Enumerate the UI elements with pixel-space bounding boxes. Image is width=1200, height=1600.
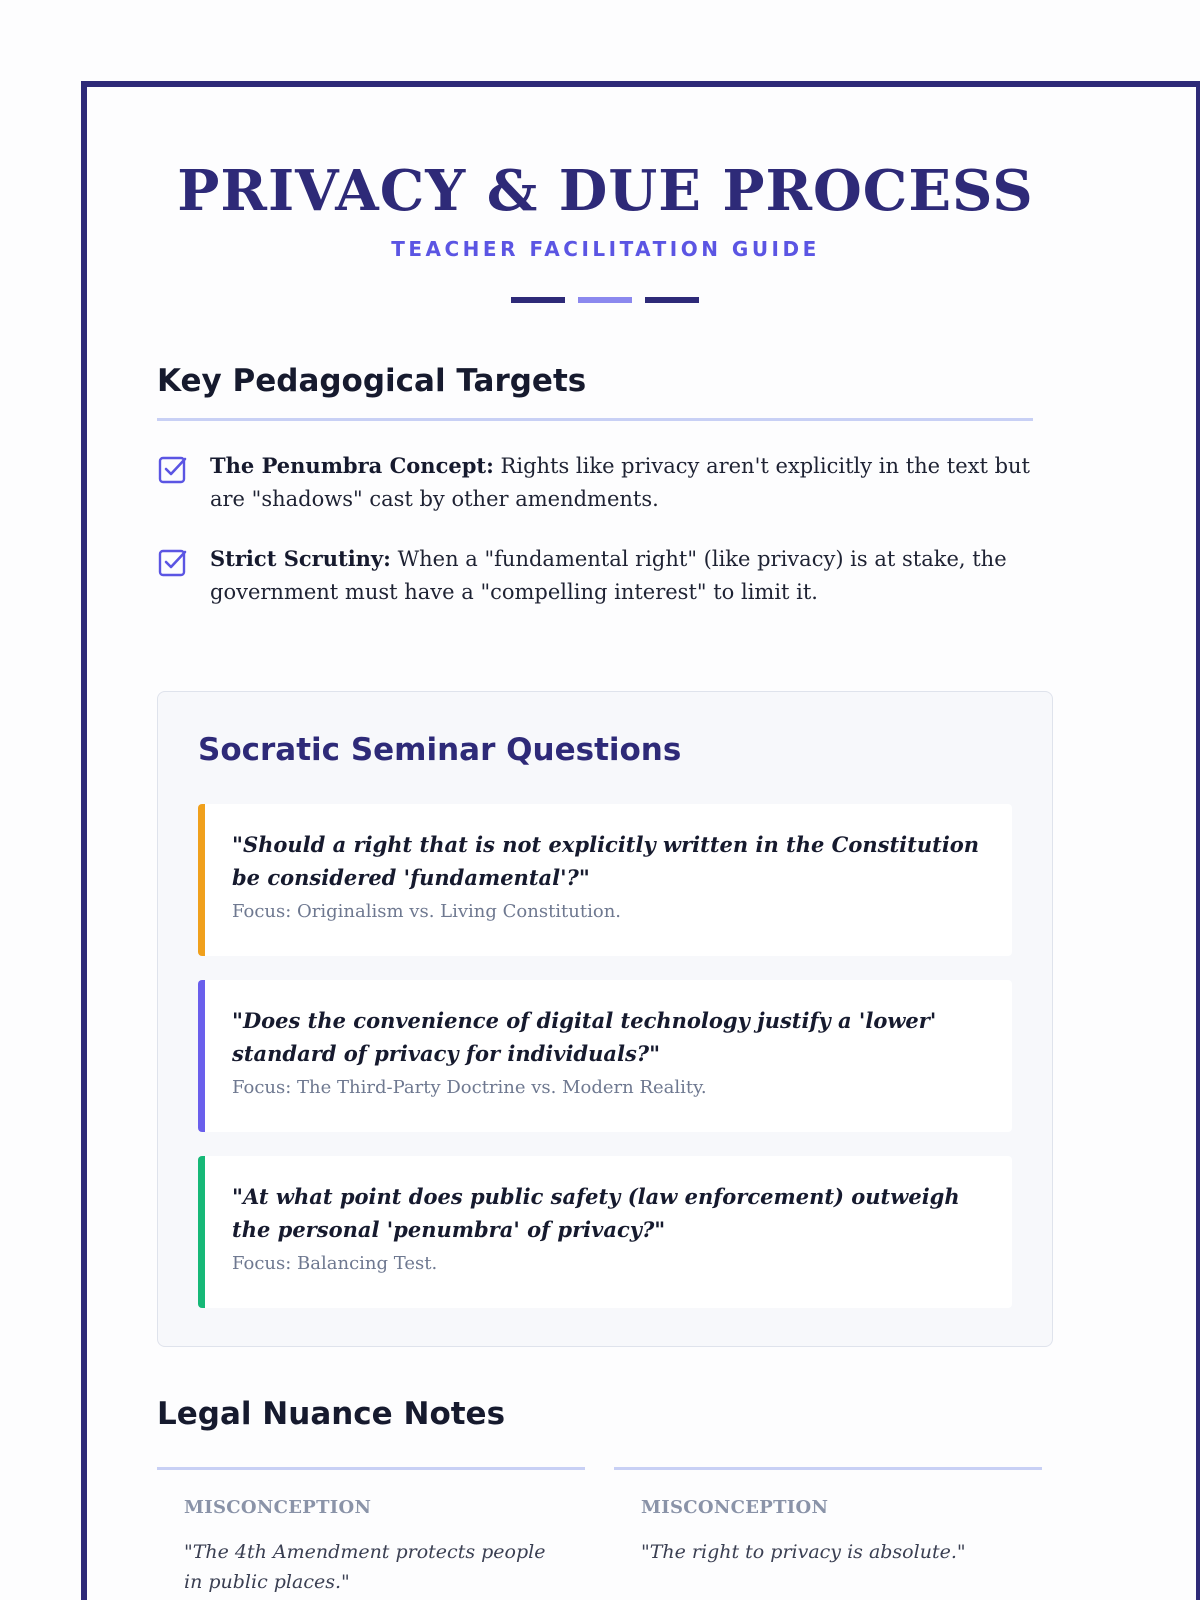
target-text (210, 449, 1055, 516)
question-focus: Focus: The Third-Party Doctrine vs. Modern Reality. (232, 1077, 707, 1098)
note-label: MISCONCEPTION (184, 1497, 372, 1518)
target-description: When a "fundamental right" (like privacy) is at stake, the government must have a "compelling interest" to limit it. (210, 547, 1007, 604)
page-title: PRIVACY & DUE PROCESS (177, 158, 1034, 224)
title-divider-right (645, 297, 699, 303)
note-text: "The 4th Amendment protects people in public places." (184, 1541, 546, 1593)
question-card (198, 1156, 1012, 1308)
note-label: MISCONCEPTION (641, 1497, 829, 1518)
title-divider-left (511, 297, 565, 303)
seminar-panel (157, 691, 1053, 1347)
target-term: Strict Scrutiny: (210, 546, 391, 571)
checkbox-checked-icon (157, 453, 189, 485)
guide-page (81, 81, 1200, 1600)
target-description: Rights like privacy aren't explicitly in the text but are "shadows" cast by other amendments. (210, 454, 1030, 511)
question-text: "At what point does public safety (law enforcement) outweigh the personal 'penumbra' of privacy?" (232, 1184, 960, 1242)
targets-rule (157, 418, 1033, 421)
question-focus: Focus: Balancing Test. (232, 1253, 438, 1274)
page-subtitle: TEACHER FACILITATION GUIDE (391, 237, 820, 261)
notes-heading: Legal Nuance Notes (157, 1396, 506, 1432)
checkbox-checked-icon (157, 546, 189, 578)
note-text: "The right to privacy is absolute." (641, 1541, 966, 1563)
question-text: "Does the convenience of digital technology justify a 'lower' standard of privacy for individuals?" (232, 1008, 937, 1066)
note-rule (614, 1467, 1042, 1470)
target-text (210, 542, 1055, 609)
title-divider-middle (578, 297, 632, 303)
question-card (198, 980, 1012, 1132)
seminar-heading: Socratic Seminar Questions (198, 732, 682, 768)
question-card (198, 804, 1012, 956)
question-text: "Should a right that is not explicitly written in the Constitution be considered 'fundamental'?" (232, 832, 980, 890)
question-accent-bar (198, 804, 205, 956)
note-rule (157, 1467, 585, 1470)
question-focus: Focus: Originalism vs. Living Constitution. (232, 901, 622, 922)
target-term: The Penumbra Concept: (210, 453, 494, 478)
targets-heading: Key Pedagogical Targets (157, 363, 587, 399)
question-accent-bar (198, 980, 205, 1132)
question-accent-bar (198, 1156, 205, 1308)
